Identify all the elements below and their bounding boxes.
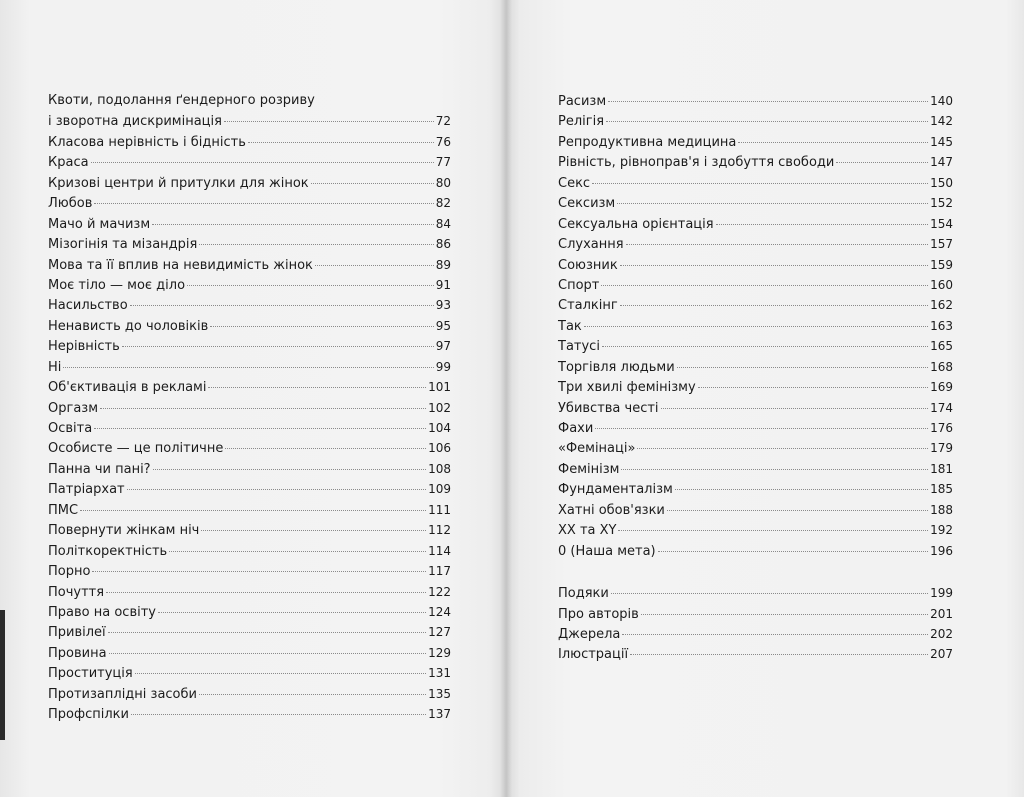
- toc-entry-title: Освіта: [48, 421, 93, 436]
- toc-entry-title: Панна чи пані?: [48, 461, 151, 477]
- toc-right-list: [558, 91, 953, 561]
- page-edge-shadow: [0, 610, 5, 740]
- dot-leader: [698, 387, 928, 388]
- toc-entry: [558, 234, 953, 254]
- toc-entry-title: Расизм: [558, 94, 607, 109]
- toc-entry: [558, 193, 953, 213]
- toc-entry-page: 174: [930, 400, 953, 415]
- toc-back-matter-list: [558, 583, 953, 665]
- toc-entry-page: 108: [428, 461, 451, 476]
- toc-entry-page: 185: [930, 482, 953, 497]
- toc-entry-page: 89: [435, 257, 451, 272]
- toc-entry-page: 159: [930, 257, 953, 272]
- toc-entry: [48, 643, 451, 663]
- toc-entry-title: Подяки: [558, 586, 609, 602]
- toc-entry: [48, 418, 451, 438]
- toc-entry-page: 169: [930, 380, 953, 395]
- toc-entry: [48, 561, 451, 581]
- toc-entry-title: Спорт: [558, 277, 600, 293]
- toc-entry-title: Сексуальна орієнтація: [558, 216, 714, 232]
- toc-entry-title: Сталкінг: [558, 298, 618, 314]
- toc-entry-page: 77: [435, 155, 451, 170]
- dot-leader: [617, 203, 928, 204]
- dot-leader: [130, 305, 434, 306]
- toc-entry: [558, 173, 953, 193]
- dot-leader: [661, 408, 929, 409]
- toc-entry-page: 147: [930, 155, 953, 170]
- dot-leader: [63, 367, 433, 368]
- toc-entry-page: 84: [435, 216, 451, 231]
- toc-entry-title: Кризові центри й притулки для жінок: [48, 175, 309, 191]
- toc-entry: [48, 479, 451, 499]
- toc-entry-page: 93: [435, 298, 451, 313]
- toc-entry-title: Сексизм: [558, 196, 616, 212]
- toc-entry-title: Моє тіло — моє діло: [48, 277, 186, 293]
- dot-leader: [592, 183, 928, 184]
- dot-leader: [158, 612, 426, 613]
- toc-entry: [48, 255, 451, 275]
- toc-entry-title: 0 (Наша мета): [558, 543, 656, 559]
- dot-leader: [637, 448, 928, 449]
- toc-entry-title: Три хвилі фемінізму: [558, 380, 696, 396]
- dot-leader: [108, 632, 426, 633]
- toc-entry: [48, 295, 451, 315]
- toc-entry-title: Привілеї: [48, 625, 106, 641]
- toc-entry-title: Союзник: [558, 257, 618, 273]
- dot-leader: [611, 593, 928, 594]
- toc-entry-title: Проституція: [48, 666, 133, 682]
- toc-entry: [48, 398, 451, 418]
- dot-leader: [667, 510, 928, 511]
- toc-entry-page: 188: [930, 502, 953, 517]
- toc-entry: [48, 377, 451, 397]
- section-spacer: [558, 561, 953, 583]
- toc-entry: [48, 622, 451, 642]
- toc-entry: [558, 295, 953, 315]
- toc-entry-page: 152: [930, 196, 953, 211]
- book-gutter: [500, 0, 512, 797]
- toc-entry-page: 150: [930, 175, 953, 190]
- dot-leader: [584, 326, 928, 327]
- toc-entry: [48, 214, 451, 234]
- dot-leader: [595, 428, 928, 429]
- dot-leader: [716, 224, 929, 225]
- toc-entry-page: 124: [428, 604, 451, 619]
- toc-entry: [558, 357, 953, 377]
- toc-entry-page: 154: [930, 216, 953, 231]
- toc-entry-page: 176: [930, 421, 953, 435]
- dot-leader: [738, 142, 928, 143]
- toc-entry: [48, 704, 451, 724]
- toc-entry-page: 202: [930, 626, 953, 641]
- toc-entry: [558, 152, 953, 172]
- toc-entry-page: 162: [930, 298, 953, 313]
- toc-entry: [558, 91, 953, 111]
- toc-entry: [48, 357, 451, 377]
- dot-leader: [153, 469, 427, 470]
- toc-entry-page: 135: [428, 686, 451, 701]
- toc-entry-page: 131: [428, 666, 451, 681]
- toc-entry: [558, 520, 953, 540]
- toc-entry-title: XX та XY: [558, 523, 617, 539]
- toc-entry: [48, 132, 451, 152]
- dot-leader: [675, 489, 928, 490]
- toc-entry: [558, 438, 953, 458]
- dot-leader: [109, 653, 427, 654]
- toc-entry-page: 145: [930, 134, 953, 149]
- toc-entry-title: Фемінізм: [558, 461, 620, 477]
- toc-entry-page: 99: [435, 359, 451, 374]
- dot-leader: [187, 285, 434, 286]
- dot-leader: [630, 654, 928, 655]
- dot-leader: [94, 428, 426, 429]
- toc-entry-title: Краса: [48, 155, 89, 171]
- toc-entry: [48, 234, 451, 254]
- toc-entry-page: 192: [930, 523, 953, 538]
- toc-entry-page: 157: [930, 237, 953, 252]
- toc-entry-title: Ненависть до чоловіків: [48, 318, 209, 334]
- toc-entry-page: 142: [930, 114, 953, 129]
- toc-entry-title: Ні: [48, 359, 62, 375]
- dot-leader: [677, 367, 928, 368]
- toc-entry: [48, 275, 451, 295]
- dot-leader: [315, 265, 434, 266]
- toc-entry: [48, 541, 451, 561]
- toc-entry: [48, 663, 451, 683]
- dot-leader: [80, 510, 426, 511]
- dot-leader: [618, 530, 928, 531]
- toc-entry: [558, 418, 953, 438]
- dot-leader: [169, 551, 426, 552]
- left-page: [0, 0, 506, 797]
- toc-entry: [558, 316, 953, 336]
- dot-leader: [210, 326, 433, 327]
- dot-leader: [91, 162, 434, 163]
- toc-entry-first: [48, 111, 451, 131]
- dot-leader: [131, 714, 426, 715]
- dot-leader: [92, 571, 426, 572]
- toc-entry: [558, 644, 953, 664]
- toc-entry-title: Класова нерівність і бідність: [48, 134, 246, 150]
- toc-entry: [48, 173, 451, 193]
- dot-leader: [608, 101, 928, 102]
- toc-entry-title: Релігія: [558, 114, 605, 130]
- toc-entry-title: Рівність, рівноправ'я і здобуття свободи: [558, 155, 835, 171]
- toc-entry-title: Секс: [558, 175, 591, 191]
- toc-entry: [558, 132, 953, 152]
- toc-entry-page: 179: [930, 441, 953, 456]
- toc-entry-page: 86: [435, 237, 451, 252]
- toc-entry: [558, 377, 953, 397]
- toc-entry: [558, 336, 953, 356]
- toc-entry-page: 97: [435, 339, 451, 354]
- toc-entry-title: Так: [558, 318, 582, 334]
- toc-entry: [558, 214, 953, 234]
- dot-leader: [208, 387, 426, 388]
- toc-entry-title: Особисте — це політичне: [48, 441, 224, 457]
- toc-entry: [48, 193, 451, 213]
- dot-leader: [626, 244, 929, 245]
- dot-leader: [199, 694, 426, 695]
- toc-entry: [48, 582, 451, 602]
- toc-entry: [48, 520, 451, 540]
- toc-entry: [48, 500, 451, 520]
- dot-leader: [836, 162, 928, 163]
- toc-entry-title: Торгівля людьми: [558, 359, 675, 375]
- toc-entry-page: 168: [930, 359, 953, 374]
- dot-leader: [601, 285, 928, 286]
- dot-leader: [127, 489, 426, 490]
- toc-entry-title: Любов: [48, 196, 93, 212]
- toc-entry-title: Насильство: [48, 298, 128, 314]
- toc-entry-page: 181: [930, 461, 953, 476]
- right-page: [506, 0, 1024, 797]
- toc-entry-title: Об'єктивація в рекламі: [48, 380, 207, 396]
- toc-entry: [48, 459, 451, 479]
- toc-entry-title: Протизаплідні засоби: [48, 686, 197, 702]
- dot-leader: [311, 183, 434, 184]
- toc-entry: [48, 602, 451, 622]
- toc-entry-title: Про авторів: [558, 606, 639, 622]
- dot-leader: [122, 346, 434, 347]
- toc-entry-title: Слухання: [558, 237, 624, 253]
- toc-entry-title: Хатні обов'язки: [558, 502, 665, 518]
- toc-entry-title: Провина: [48, 645, 107, 661]
- toc-entry-title: і зворотна дискримінація: [48, 114, 222, 130]
- toc-entry: [558, 459, 953, 479]
- toc-entry: [558, 398, 953, 418]
- dot-leader: [621, 469, 928, 470]
- toc-entry-title: Нерівність: [48, 339, 120, 355]
- toc-entry-page: 114: [428, 543, 451, 558]
- toc-entry-page: 207: [930, 647, 953, 662]
- toc-entry-title: Патріархат: [48, 482, 125, 498]
- dot-leader: [620, 305, 928, 306]
- toc-entry-page: 117: [428, 564, 451, 579]
- toc-entry: [558, 479, 953, 499]
- toc-entry-page: 201: [930, 606, 953, 621]
- toc-entry-title: Політкоректність: [48, 543, 168, 559]
- dot-leader: [100, 408, 426, 409]
- toc-entry-title: Мачо й мачизм: [48, 216, 151, 232]
- dot-leader: [106, 592, 426, 593]
- toc-entry-title: Репродуктивна медицина: [558, 134, 737, 150]
- toc-entry-title: Ілюстрації: [558, 647, 629, 663]
- toc-entry-page: 104: [428, 421, 451, 435]
- toc-left-column: [48, 91, 451, 725]
- toc-entry: [48, 336, 451, 356]
- dot-leader: [135, 673, 426, 674]
- toc-entry-page: 82: [435, 196, 451, 211]
- toc-entry-page: 80: [435, 175, 451, 190]
- toc-entry-page: 91: [435, 277, 451, 292]
- toc-entry: [558, 604, 953, 624]
- toc-entry-page: 95: [435, 318, 451, 333]
- toc-entry-page: 102: [428, 400, 451, 415]
- toc-entry: [48, 438, 451, 458]
- dot-leader: [602, 346, 928, 347]
- dot-leader: [606, 121, 928, 122]
- toc-entry-title: Фахи: [558, 421, 594, 436]
- toc-entry-title: Фундаменталізм: [558, 482, 673, 498]
- toc-entry-first-line: Квоти, подолання ґендерного розриву: [48, 93, 315, 108]
- toc-entry: [558, 541, 953, 561]
- dot-leader: [248, 142, 434, 143]
- toc-entry-page: 122: [428, 584, 451, 599]
- toc-entry-page: 109: [428, 482, 451, 497]
- toc-entry-title: Профспілки: [48, 707, 129, 723]
- toc-entry-title: «Фемінаці»: [558, 441, 636, 457]
- toc-entry-page: 140: [930, 94, 953, 108]
- toc-entry-page: 196: [930, 543, 953, 558]
- toc-entry-title: ПМС: [48, 502, 79, 518]
- toc-entry: [558, 275, 953, 295]
- toc-entry-page: 106: [428, 441, 451, 456]
- toc-entry-title: Джерела: [558, 626, 621, 642]
- dot-leader: [201, 530, 426, 531]
- toc-left-list: [48, 132, 451, 725]
- dot-leader: [152, 224, 434, 225]
- dot-leader: [94, 203, 433, 204]
- toc-entry-title: Порно: [48, 564, 91, 580]
- toc-entry: [48, 684, 451, 704]
- toc-entry-page: 72: [435, 114, 451, 129]
- toc-entry: [48, 152, 451, 172]
- toc-entry: [48, 316, 451, 336]
- dot-leader: [658, 551, 928, 552]
- dot-leader: [199, 244, 433, 245]
- toc-entry-page: 160: [930, 277, 953, 292]
- toc-entry-page: 137: [428, 707, 451, 722]
- toc-entry-title: Почуття: [48, 584, 105, 600]
- toc-entry-page: 111: [428, 502, 451, 517]
- toc-entry-page: 112: [428, 523, 451, 538]
- toc-entry: [558, 583, 953, 603]
- toc-entry-page: 76: [435, 134, 451, 149]
- toc-entry-page: 163: [930, 318, 953, 333]
- toc-entry-title: Татусі: [558, 339, 600, 355]
- toc-entry: [558, 624, 953, 644]
- dot-leader: [620, 265, 928, 266]
- toc-entry: [558, 500, 953, 520]
- toc-right-column: [558, 91, 953, 665]
- toc-entry-page: 165: [930, 339, 953, 354]
- dot-leader: [225, 448, 426, 449]
- dot-leader: [622, 634, 928, 635]
- toc-entry-title: Убивства честі: [558, 400, 659, 416]
- toc-entry-title: Мізогінія та мізандрія: [48, 237, 198, 253]
- dot-leader: [224, 121, 434, 122]
- toc-entry-title: Повернути жінкам ніч: [48, 523, 200, 539]
- toc-entry-title: Мова та її вплив на невидимість жінок: [48, 257, 313, 273]
- toc-entry-page: 127: [428, 625, 451, 640]
- toc-entry-title: Право на освіту: [48, 604, 156, 620]
- toc-entry-page: 199: [930, 586, 953, 601]
- toc-entry: [558, 111, 953, 131]
- toc-entry-page: 129: [428, 645, 451, 660]
- toc-entry-title: Оргазм: [48, 400, 99, 416]
- dot-leader: [641, 614, 928, 615]
- toc-entry: [558, 255, 953, 275]
- toc-entry-page: 101: [428, 380, 451, 395]
